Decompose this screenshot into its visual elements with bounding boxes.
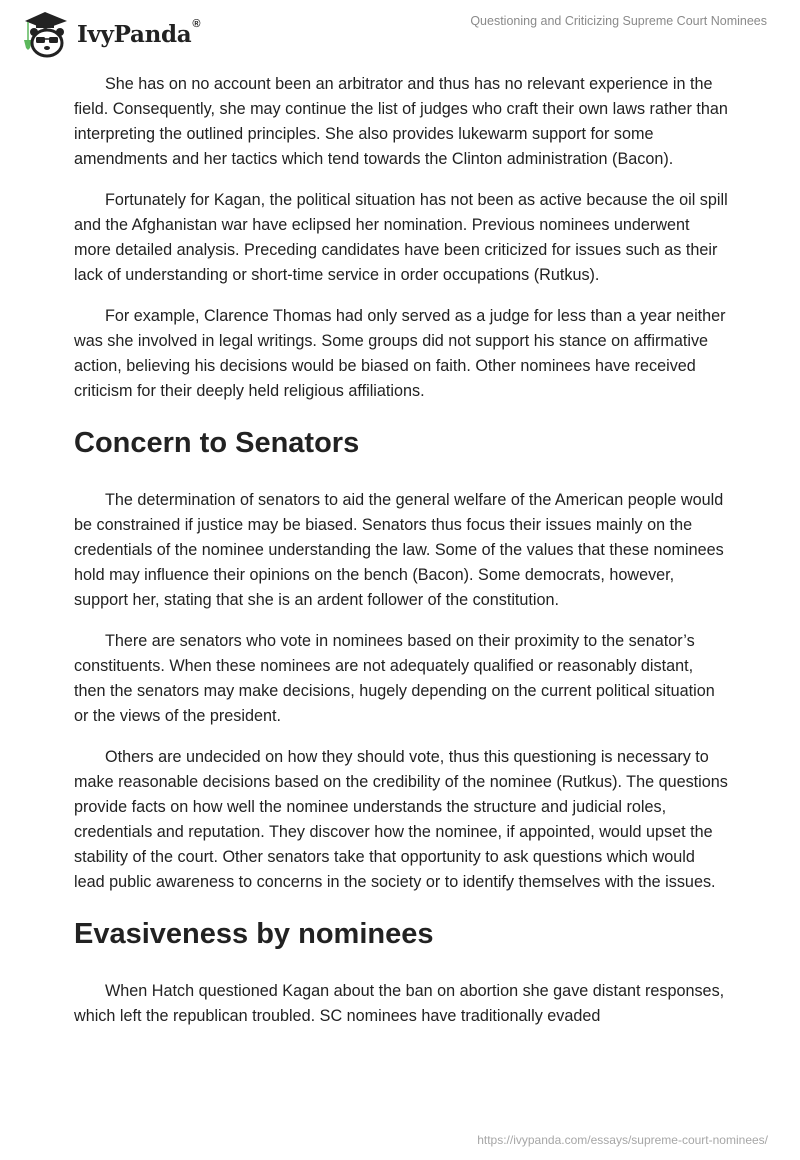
paragraph: When Hatch questioned Kagan about the ban on abortion she gave distant responses, which left the republican troubled. SC nominees have traditionally evaded bbox=[74, 982, 725, 1025]
essay-body bbox=[74, 72, 729, 1045]
page-header bbox=[0, 0, 800, 62]
paragraph: Fortunately for Kagan, the political situation has not been as active because the oil spill and the Afghanistan war have eclipsed her nomination. Previous nominees underwent more detailed analysis. Preceding candidates have been criticized for issues such as their lack of understanding or short-time service in order occupations (Rutkus). bbox=[74, 191, 728, 284]
section-heading-evasiveness-by-nominees: Evasiveness by nominees bbox=[74, 918, 434, 950]
brand-name: IvyPanda bbox=[77, 20, 192, 48]
ivypanda-logo[interactable] bbox=[17, 8, 200, 58]
paragraph: The determination of senators to aid the general welfare of the American people would be constrained if justice may be biased. Senators thus focus their issues mainly on the credentials of the nominee understanding the law. Some of the values that these nominees hold may influence their opinions on the bench (Bacon). Some democrats, however, support her, stating that she is an ardent follower of the constitution. bbox=[74, 491, 724, 609]
paragraph: Others are undecided on how they should vote, thus this questioning is necessary to make reasonable decisions based on the credibility of the nominee (Rutkus). The questions provide facts on how well the nominee understands the structure and judicial roles, credentials and reputation. They discover how the nominee, if appointed, would upset the stability of the court. Other senators take that opportunity to ask questions which would lead public awareness to concerns in the society or to identify themselves with the issues. bbox=[74, 748, 728, 891]
registered-mark: ® bbox=[192, 18, 201, 30]
graduate-panda-icon bbox=[17, 8, 73, 58]
document-running-title: Questioning and Criticizing Supreme Court Nominees bbox=[470, 14, 767, 28]
paragraph: For example, Clarence Thomas had only served as a judge for less than a year neither was she involved in legal writings. Some groups did not support his stance on affirmative action, believing his decisions would be biased on faith. Other nominees have received criticism for their deeply held religious affiliations. bbox=[74, 307, 726, 400]
source-url-link[interactable]: https://ivypanda.com/essays/supreme-court-nominees/ bbox=[477, 1133, 768, 1147]
paragraph: She has on no account been an arbitrator and thus has no relevant experience in the field. Consequently, she may continue the list of judges who craft their own laws rather than interpreting the outlined principles. She also provides lukewarm support for some amendments and her tactics which tend towards the Clinton administration (Bacon). bbox=[74, 75, 728, 168]
section-heading-concern-to-senators: Concern to Senators bbox=[74, 427, 360, 459]
paragraph: There are senators who vote in nominees based on their proximity to the senator’s constituents. When these nominees are not adequately qualified or reasonably distant, then the senators may make decisions, hugely depending on the current political situation or the views of the president. bbox=[74, 632, 715, 725]
